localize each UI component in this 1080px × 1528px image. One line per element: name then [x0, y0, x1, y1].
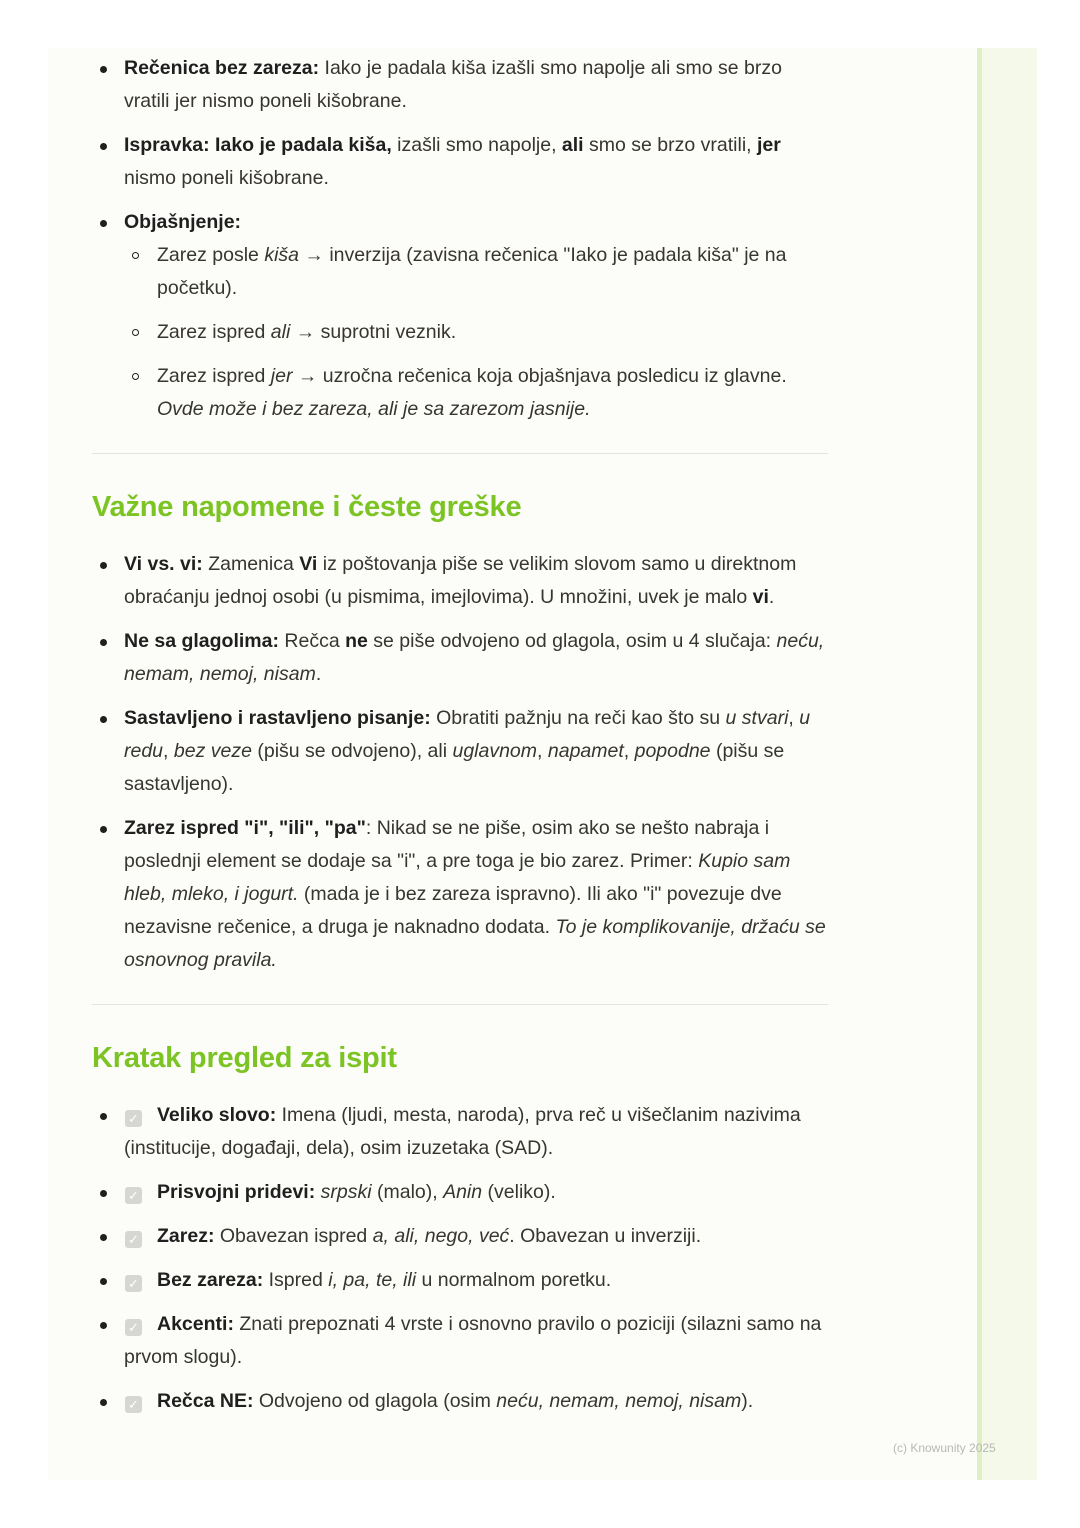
item-text: (pišu se odvojeno), ali [251, 740, 453, 762]
notes-list [92, 548, 828, 977]
item-italic: popodne [634, 740, 711, 762]
item-italic: jer [270, 365, 293, 387]
divider [92, 1004, 828, 1005]
item-italic: ali [270, 321, 291, 343]
item-label: Rečca NE: [157, 1390, 254, 1412]
item-text: → uzročna rečenica koja objašnjava posledicu iz glavne. [292, 365, 787, 387]
item-label: Rečenica bez zareza: [124, 57, 320, 79]
item-italic: neću, nemam, nemoj, nisam [496, 1390, 742, 1412]
item-text: . [315, 663, 322, 685]
sub-list-item [124, 239, 828, 305]
item-text: Iako je padala kiša izašli smo napolje ali smo se brzo vratili jer nismo poneli kišobrane. [124, 57, 782, 112]
item-text: (pišu se sastavljeno). [124, 740, 785, 795]
list-item [92, 548, 828, 614]
item-bold: jer [757, 134, 781, 156]
divider [92, 453, 828, 454]
sub-list-item [124, 360, 828, 426]
checklist-item [92, 1308, 828, 1374]
item-text: ). [741, 1390, 754, 1412]
item-italic: u redu [124, 707, 811, 762]
checkbox-checked-icon[interactable]: ✓ [125, 1319, 142, 1336]
item-bold: ne [345, 630, 368, 652]
sub-list-item [124, 316, 828, 349]
item-text: . Obavezan u inverziji. [509, 1225, 702, 1247]
item-bold: Vi [299, 553, 318, 575]
checkbox-checked-icon[interactable]: ✓ [125, 1110, 142, 1127]
item-text: se piše odvojeno od glagola, osim u 4 slučaja: [367, 630, 777, 652]
item-text: , [537, 740, 548, 762]
item-label: Zarez ispred "i", "ili", "pa" [124, 817, 366, 839]
item-text: → suprotni veznik. [290, 321, 457, 343]
side-stripe [977, 48, 1037, 1480]
item-text: Obratiti pažnju na reči kao što su [430, 707, 726, 729]
item-text: izašli smo napolje, [391, 134, 562, 156]
item-text: Ispred [263, 1269, 329, 1291]
item-bold: ali [561, 134, 584, 156]
item-label: Zarez: [157, 1225, 215, 1247]
item-text: , [163, 740, 174, 762]
item-text: (mada je i bez zareza ispravno). Ili ako "i" povezuje dve nezavisne rečenice, a druga je naknadno dodata. [124, 883, 782, 938]
item-italic: bez veze [173, 740, 252, 762]
checkbox-checked-icon[interactable]: ✓ [125, 1187, 142, 1204]
item-italic: Anin [443, 1181, 483, 1203]
item-italic: uglavnom [452, 740, 538, 762]
item-italic: Ovde može i bez zareza, ali je sa zarezom jasnije. [157, 398, 591, 420]
item-label: Sastavljeno i rastavljeno pisanje: [124, 707, 431, 729]
item-italic: srpski [320, 1181, 372, 1203]
item-text: Rečca [278, 630, 346, 652]
item-text: Obavezan ispred [214, 1225, 373, 1247]
item-italic: u stvari [725, 707, 789, 729]
item-label: Ispravka: [124, 134, 210, 156]
checklist-item [92, 1220, 828, 1253]
item-italic: Kupio sam hleb, mleko, i jogurt. [124, 850, 791, 905]
item-label: Vi vs. vi: [124, 553, 203, 575]
list-item [92, 812, 828, 977]
item-text: Zarez ispred [157, 365, 271, 387]
checklist-item [92, 1264, 828, 1297]
item-text: → inverzija (zavisna rečenica "Iako je padala kiša" je na početku). [157, 244, 787, 299]
item-label: Prisvojni pridevi: [157, 1181, 316, 1203]
section-heading: Kratak pregled za ispit [92, 1042, 397, 1074]
item-italic: napamet [547, 740, 624, 762]
item-label: Ne sa glagolima: [124, 630, 279, 652]
item-italic: kiša [264, 244, 299, 266]
item-text: (veliko). [482, 1181, 556, 1203]
list-item [92, 206, 828, 426]
copyright-footer: (c) Knowunity 2025 [893, 1441, 996, 1455]
checklist-item [92, 1385, 828, 1418]
item-text: Imena (ljudi, mesta, naroda), prva reč u višečlanim nazivima (institucije, događaji, dela), osim izuzetaka (SAD). [124, 1104, 801, 1159]
item-italic: To je komplikovanije, držaću se osnovnog pravila. [124, 916, 826, 971]
item-label: Bez zareza: [157, 1269, 264, 1291]
checklist-item [92, 1099, 828, 1165]
list-item [92, 129, 828, 195]
list-item [92, 625, 828, 691]
item-label: Akcenti: [157, 1313, 234, 1335]
item-text: . [768, 586, 775, 608]
item-italic: i, pa, te, ili [328, 1269, 417, 1291]
item-bold: vi [752, 586, 769, 608]
checkbox-checked-icon[interactable]: ✓ [125, 1275, 142, 1292]
item-bold: Iako je padala kiša, [209, 134, 392, 156]
item-text: u normalnom poretku. [416, 1269, 612, 1291]
document-content [92, 52, 828, 1429]
item-label: Objašnjenje: [124, 211, 242, 233]
explanation-list [124, 239, 828, 426]
item-text: , [623, 740, 635, 762]
item-text: Zarez posle [157, 244, 265, 266]
item-italic: a, ali, nego, već [372, 1225, 510, 1247]
checklist-item [92, 1176, 828, 1209]
checklist [92, 1099, 828, 1418]
checkbox-checked-icon[interactable]: ✓ [125, 1396, 142, 1413]
list-item [92, 702, 828, 801]
item-text: smo se brzo vratili, [583, 134, 757, 156]
checkbox-checked-icon[interactable]: ✓ [125, 1231, 142, 1248]
list-item [92, 52, 828, 118]
item-text: Znati prepoznati 4 vrste i osnovno pravilo o poziciji (silazni samo na prvom slogu). [124, 1313, 822, 1368]
item-label: Veliko slovo: [157, 1104, 277, 1126]
example-list [92, 52, 828, 426]
item-italic: neću, nemam, nemoj, nisam [124, 630, 825, 685]
item-text: Zarez ispred [157, 321, 271, 343]
item-text: Odvojeno od glagola (osim [253, 1390, 497, 1412]
item-text: : Nikad se ne piše, osim ako se nešto nabraja i poslednji element se dodaje sa "i", a pre toga je bio zarez. Primer: [124, 817, 770, 872]
item-text: Zamenica [202, 553, 300, 575]
item-text: , [788, 707, 800, 729]
item-text: iz poštovanja piše se velikim slovom samo u direktnom obraćanju jednoj osobi (u pismima, imejlovima). U množini, uvek je malo [124, 553, 797, 608]
section-heading: Važne napomene i česte greške [92, 491, 522, 523]
item-text: (malo), [371, 1181, 444, 1203]
item-text: nismo poneli kišobrane. [124, 167, 329, 189]
